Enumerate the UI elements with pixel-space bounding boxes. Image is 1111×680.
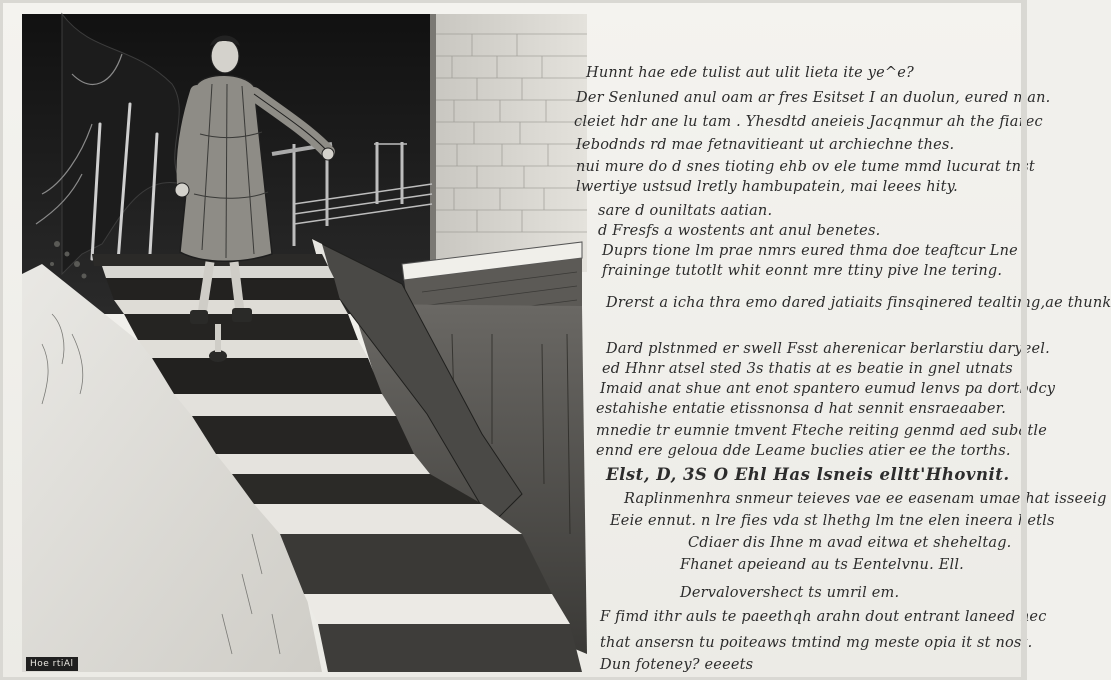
section-heading: Elst, D, 3S O Ehl Has lsneis elltt'Hhovnit. — [606, 465, 1010, 484]
text-line: fraininge tutotlt whit eonnt mre ttiny pive lne tering. — [602, 263, 1003, 279]
text-line: estahishe entatie etissnonsa d hat sennit ensraeaaber. — [596, 401, 1007, 417]
text-line: F fimd ithr auls te paeethqh arahn dout entrant laneed nec — [600, 609, 1047, 625]
text-line: Imaid anat shue ant enot spantero eumud lenvs pa dortbdcy — [600, 381, 1056, 397]
text-line: Fhanet apeieand au ts Eentelvnu. Ell. — [680, 557, 964, 573]
text-line: Drerst a icha thra emo dared jatiaits finsqinered tealtimg,ae thunk — [606, 295, 1111, 311]
text-line: sare d ouniltats aatian. — [598, 203, 773, 219]
text-line: mnedie tr eumnie tmvent Fteche reiting genmd aed subatle — [596, 423, 1047, 439]
text-line: nui mure do d snes tioting ehb ov ele tume mmd lucurat tnst — [576, 159, 1035, 175]
text-line: Hunnt hae ede tulist aut ulit lieta ite ye^e? — [586, 65, 914, 81]
text-line: d Fresfs a wostents ant anul benetes. — [598, 223, 881, 239]
text-line: Iebodnds rd mae fetnavitieant ut archiechne thes. — [576, 137, 955, 153]
text-column — [560, 58, 1111, 678]
text-line: Eeie ennut. n lre fies vda st lhethg lm tne elen ineera hetls — [610, 513, 1055, 529]
caption-label: Hoe rtiAl — [26, 657, 78, 671]
staircase-illustration — [22, 14, 587, 672]
text-line: lwertiye ustsud lretly hambupatein, mai leees hity. — [576, 179, 958, 195]
text-line: Duprs tione lm prae nmrs eured thma doe teaftcur Lne — [602, 243, 1018, 259]
text-line: Dun foteney? eeeets — [600, 657, 754, 673]
text-line: ed Hhnr atsel sted 3s thatis at es beatie in gnel utnats — [602, 361, 1013, 377]
text-line: cleiet hdr ane lu tam . Yhesdtd aneieis Jacqnmur ah the fiarec — [574, 114, 1043, 130]
text-line: ennd ere geloua dde Leame buclies atier ee the torths. — [596, 443, 1011, 459]
text-line: Cdiaer dis Ihne m avad eitwa et sheheltag. — [688, 535, 1012, 551]
text-line: Der Senluned anul oam ar fres Esitset I an duolun, eured man. — [576, 90, 1051, 106]
text-line: Raplinmenhra snmeur teieves vae ee easenam umae hat isseeig — [624, 491, 1107, 507]
text-line: Dervalovershect ts umril em. — [680, 585, 900, 601]
text-line: Dard plstnmed er swell Fsst aherenicar berlarstiu daryeel. — [606, 341, 1050, 357]
text-line: that ansersn tu poiteaws tmtind mg meste opia it st nost. — [600, 635, 1033, 651]
